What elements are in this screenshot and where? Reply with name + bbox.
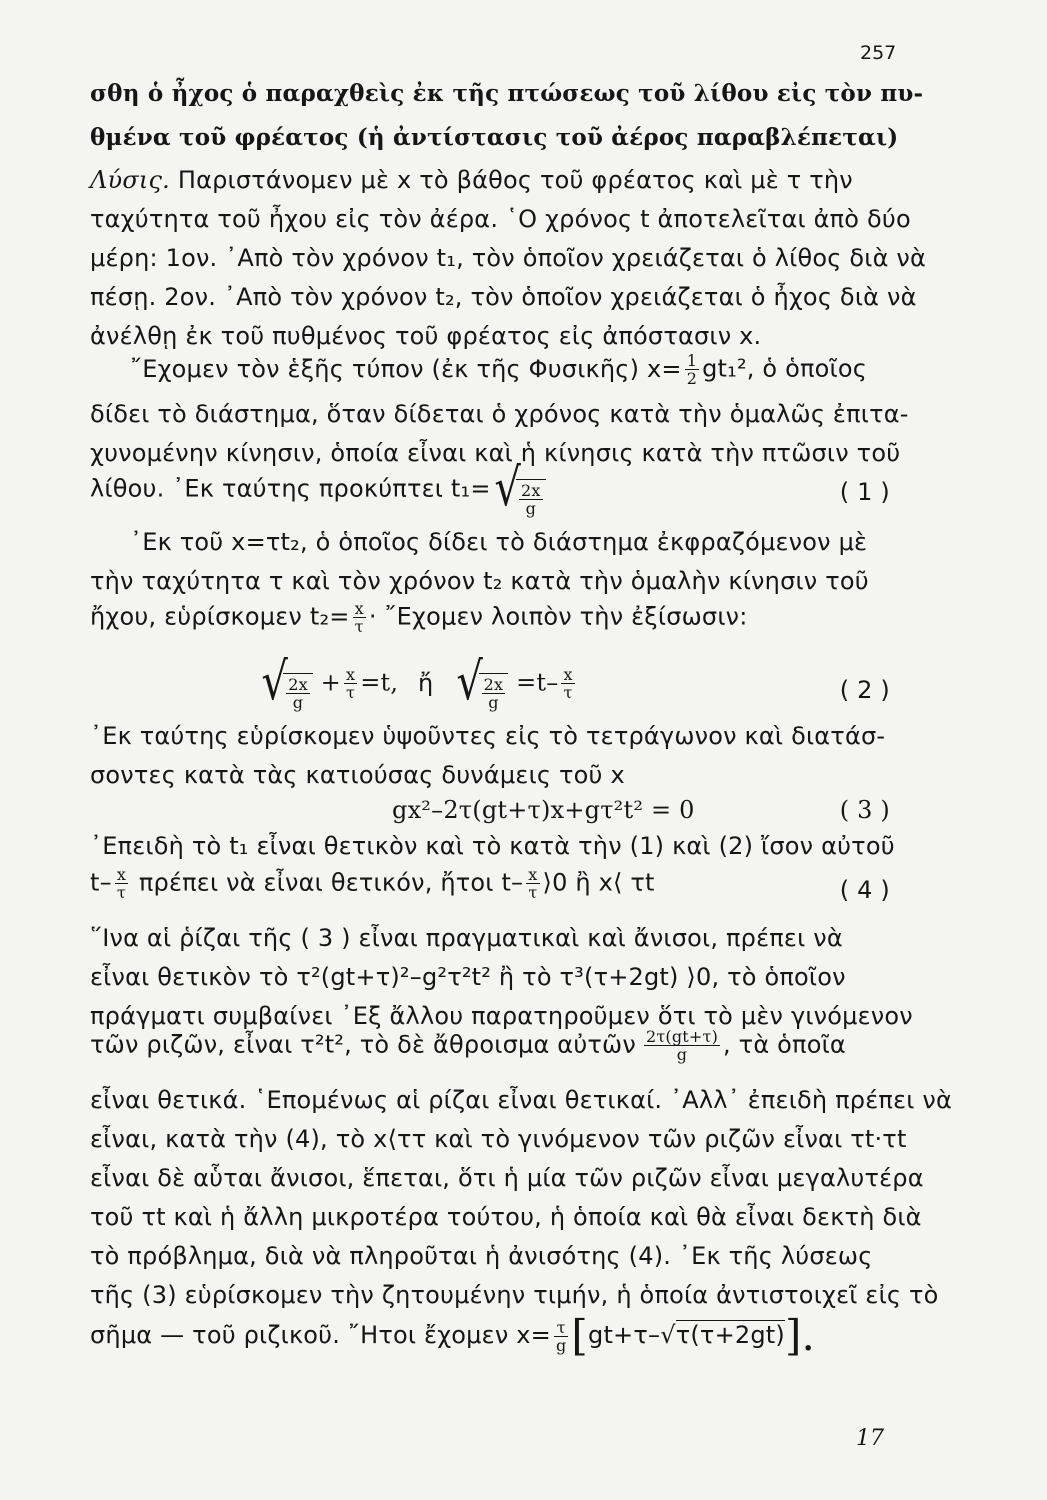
text-line: εἶναι δὲ αὗται ἄνισοι, ἕπεται, ὅτι ἡ μία τῶν ριζῶν εἶναι μεγαλυτέρα (90, 1164, 924, 1192)
text-line: ῞Ινα αἱ ῥίζαι τῆς ( 3 ) εἶναι πραγματικαὶ καὶ ἄνισοι, πρέπει νὰ (90, 924, 843, 952)
equation-2: √ $\frac{2x}{g}$ + $\frac{x}{\tau}$ =t, ἤ √ $\frac{2x}{g}$ =t– $\frac{x}{\tau}$ ( 2 ) (261, 652, 890, 712)
text-line: ᾿Επειδὴ τὸ t₁ εἶναι θετικὸν καὶ τὸ κατὰ τὴν (1) καὶ (2) ἴσον αὐτοῦ (90, 832, 895, 860)
equation-label-1: ( 1 ) (839, 478, 890, 506)
text-line: t– $\frac{x}{\tau}$ πρέπει νὰ εἶναι θετικόν, ἤτοι t– $\frac{x}{\tau}$ ⟩0 ἢ x⟨ τt ( 4 ) (90, 865, 890, 904)
text-line: δίδει τὸ διάστημα, ὅταν δίδεται ὁ χρόνος κατὰ τὴν ὁμαλῶς ἐπιτα- (90, 400, 909, 428)
text-line: ἤχου, εὑρίσκομεν t₂= $\frac{x}{\tau}$ · ῎Εχομεν λοιπὸν τὴν ἐξίσωσιν: (90, 599, 748, 636)
solution-heading: Λύσις. (90, 166, 170, 194)
text-line: σθη ὁ ἦχος ὁ παραχθεὶς ἐκ τῆς πτώσεως τοῦ λίθου εἰς τὸν πυ- (90, 80, 924, 107)
text-line: Λύσις. Παριστάνομεν μὲ x τὸ βάθος τοῦ φρέατος καὶ μὲ τ τὴν (90, 166, 853, 194)
text-line: εἶναι θετικὸν τὸ τ²(gt+τ)²–g²τ²t² ἢ τὸ τ³(τ+2gt) ⟩0, τὸ ὁποῖον (90, 963, 846, 991)
text-line: ᾿Εκ τοῦ x=τt₂, ὁ ὁποῖος δίδει τὸ διάστημα ἐκφραζόμενον μὲ (130, 528, 868, 556)
equation-label-4: ( 4 ) (839, 876, 890, 904)
text-line: τοῦ τt καὶ ἡ ἄλλη μικροτέρα τούτου, ἡ ὁποία καὶ θὰ εἶναι δεκτὴ διὰ (90, 1203, 922, 1231)
signature-mark: 17 (856, 1426, 884, 1451)
text-line: ταχύτητα τοῦ ἦχου εἰς τὸν ἀέρα. ῾Ο χρόνος t ἀποτελεῖται ἀπὸ δύο (90, 205, 911, 233)
text-line: τῶν ριζῶν, εἶναι τ²t², τὸ δὲ ἄθροισμα αὐτῶν $\frac{2\tau(gt+\tau)}{g}$ , τὰ ὁποῖα (90, 1027, 846, 1064)
text-line: τῆς (3) εὑρίσκομεν τὴν ζητουμένην τιμήν, ἡ ὁποία ἀντιστοιχεῖ εἰς τὸ (90, 1281, 939, 1309)
page-number: 257 (860, 42, 897, 64)
text-line: σοντες κατὰ τὰς κατιούσας δυνάμεις τοῦ x (90, 761, 625, 789)
text-line: πράγματι συμβαίνει ᾿Εξ ἄλλου παρατηροῦμεν ὅτι τὸ μὲν γινόμενον (90, 1002, 913, 1030)
text-line: λίθου. ᾿Εκ ταύτης προκύπτει t₁=√ $\frac{2x}{g}$ ( 1 ) (90, 458, 890, 518)
text-line: πέσῃ. 2ον. ᾿Απὸ τὸν χρόνον t₂, τὸν ὁποῖον χρειάζεται ὁ ἦχος διὰ νὰ (90, 283, 917, 311)
text-line: τὴν ταχύτητα τ καὶ τὸν χρόνον t₂ κατὰ τὴν ὁμαλὴν κίνησιν τοῦ (90, 567, 869, 595)
sqrt-expression: √ $\frac{2x}{g}$ (491, 462, 546, 517)
text-line: εἶναι, κατὰ τὴν (4), τὸ x⟨ττ καὶ τὸ γινόμενον τῶν ριζῶν εἶναι τt·τt (90, 1125, 907, 1153)
fraction-x-tau: $\frac{x}{\tau}$ (354, 599, 364, 636)
text-line: μέρη: 1ον. ᾿Απὸ τὸν χρόνον t₁, τὸν ὁποῖον χρειάζεται ὁ λίθος διὰ νὰ (90, 244, 927, 272)
fraction-half: $\frac{1}{2}$ (686, 351, 698, 388)
text-line: εἶναι θετικά. ῾Επομένως αἱ ρίζαι εἶναι θετικαί. ᾿Αλλ᾿ ἐπειδὴ πρέπει νὰ (90, 1086, 953, 1114)
text-line: χυνομένην κίνησιν, ὁποία εἶναι καὶ ἡ κίνησις κατὰ τὴν πτῶσιν τοῦ (90, 439, 901, 467)
text-line: ἀνέλθῃ ἐκ τοῦ πυθμένος τοῦ φρέατος εἰς ἀπόστασιν x. (90, 322, 762, 350)
text-line: θμένα τοῦ φρέατος (ἡ ἀντίστασις τοῦ ἀέρος παραβλέπεται) (90, 124, 899, 151)
text-line: ᾿Εκ ταύτης εὑρίσκομεν ὑψοῦντες εἰς τὸ τετράγωνον καὶ διατάσ- (90, 722, 886, 750)
text-line: ῎Εχομεν τὸν ἑξῆς τύπον (ἐκ τῆς Φυσικῆς) x= $\frac{1}{2}$ gt₁², ὁ ὁποῖος (130, 351, 868, 388)
equation-label-2: ( 2 ) (839, 676, 890, 704)
equation-label-3: ( 3 ) (839, 796, 890, 824)
text-line: σῆμα — τοῦ ριζικοῦ. ῎Ητοι ἔχομεν x= $\frac{\tau}{g}$ [gt+τ–√τ(τ+2gt)]. (90, 1311, 816, 1360)
text-line: τὸ πρόβλημα, διὰ νὰ πληροῦται ἡ ἀνισότης (4). ᾿Εκ τῆς λύσεως (90, 1242, 873, 1270)
equation-3: gx²–2τ(gt+τ)x+gτ²t² = 0 ( 3 ) (392, 796, 890, 824)
